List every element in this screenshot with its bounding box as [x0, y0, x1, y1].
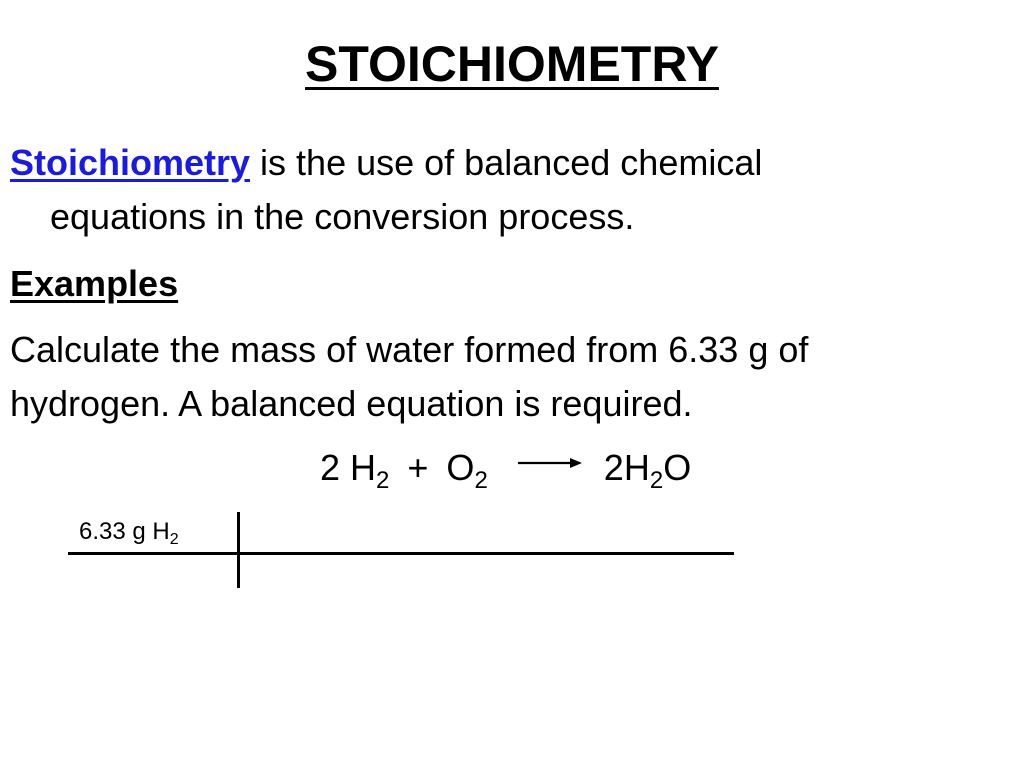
product-water: $2H_2O$ — [603, 447, 692, 494]
reactant-oxygen: $O_2$ — [446, 447, 488, 494]
reaction-arrow-icon — [518, 456, 582, 470]
stoichiometry-term[interactable]: Stoichiometry — [10, 142, 251, 183]
problem-line-1: Calculate the mass of water formed from 6.33 g of — [10, 329, 809, 370]
conversion-vertical-line — [237, 512, 240, 588]
problem-line-2: hydrogen. A balanced equation is required. — [10, 383, 693, 424]
conversion-horizontal-line — [68, 552, 734, 555]
given-quantity: 6.33 g $H_2$ — [79, 518, 179, 548]
definition-line-2: equations in the conversion process. — [50, 196, 635, 237]
reactant-hydrogen: 2 $H_2$ — [320, 447, 390, 494]
plus-sign: + — [407, 447, 429, 488]
definition-line-1 — [10, 137, 762, 189]
balanced-equation — [320, 442, 691, 494]
examples-heading-text: Examples — [10, 263, 179, 304]
definition-text: is the use of balanced chemical — [250, 142, 763, 183]
slide-title: STOICHIOMETRY — [305, 36, 719, 92]
examples-heading — [10, 258, 178, 310]
